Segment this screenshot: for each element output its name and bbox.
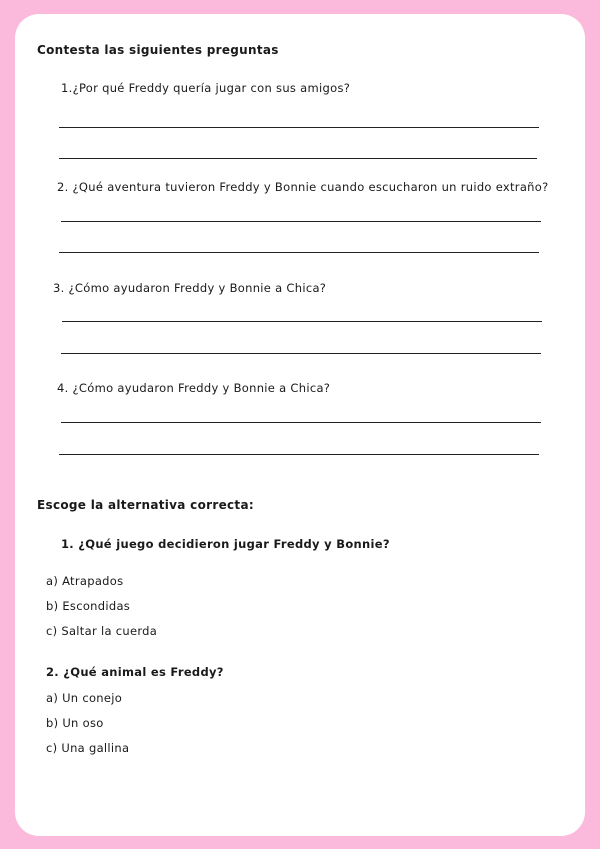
question-4: 4. ¿Cómo ayudaron Freddy y Bonnie a Chica? [57, 381, 331, 395]
mc-option: a) Atrapados [46, 574, 124, 588]
mc-option: c) Saltar la cuerda [46, 624, 158, 638]
mc-question-1: 1. ¿Qué juego decidieron jugar Freddy y Bonnie? [61, 537, 390, 551]
section-title-questions: Contesta las siguientes preguntas [37, 43, 279, 57]
answer-line [62, 321, 542, 322]
answer-line [61, 221, 541, 222]
mc-question-2: 2. ¿Qué animal es Freddy? [46, 665, 224, 679]
question-1: 1.¿Por qué Freddy quería jugar con sus amigos? [61, 81, 351, 95]
answer-line [59, 127, 539, 128]
question-3: 3. ¿Cómo ayudaron Freddy y Bonnie a Chica? [53, 281, 327, 295]
answer-line [59, 454, 539, 455]
section-title-multiple-choice: Escoge la alternativa correcta: [37, 498, 254, 512]
answer-line [59, 158, 537, 159]
mc-option: b) Un oso [46, 716, 104, 730]
question-2: 2. ¿Qué aventura tuvieron Freddy y Bonnie cuando escucharon un ruido extraño? [57, 180, 549, 194]
mc-option: a) Un conejo [46, 691, 123, 705]
worksheet-page [15, 14, 585, 836]
mc-option: b) Escondidas [46, 599, 131, 613]
mc-option: c) Una gallina [46, 741, 130, 755]
answer-line [61, 422, 541, 423]
answer-line [61, 353, 541, 354]
answer-line [59, 252, 539, 253]
